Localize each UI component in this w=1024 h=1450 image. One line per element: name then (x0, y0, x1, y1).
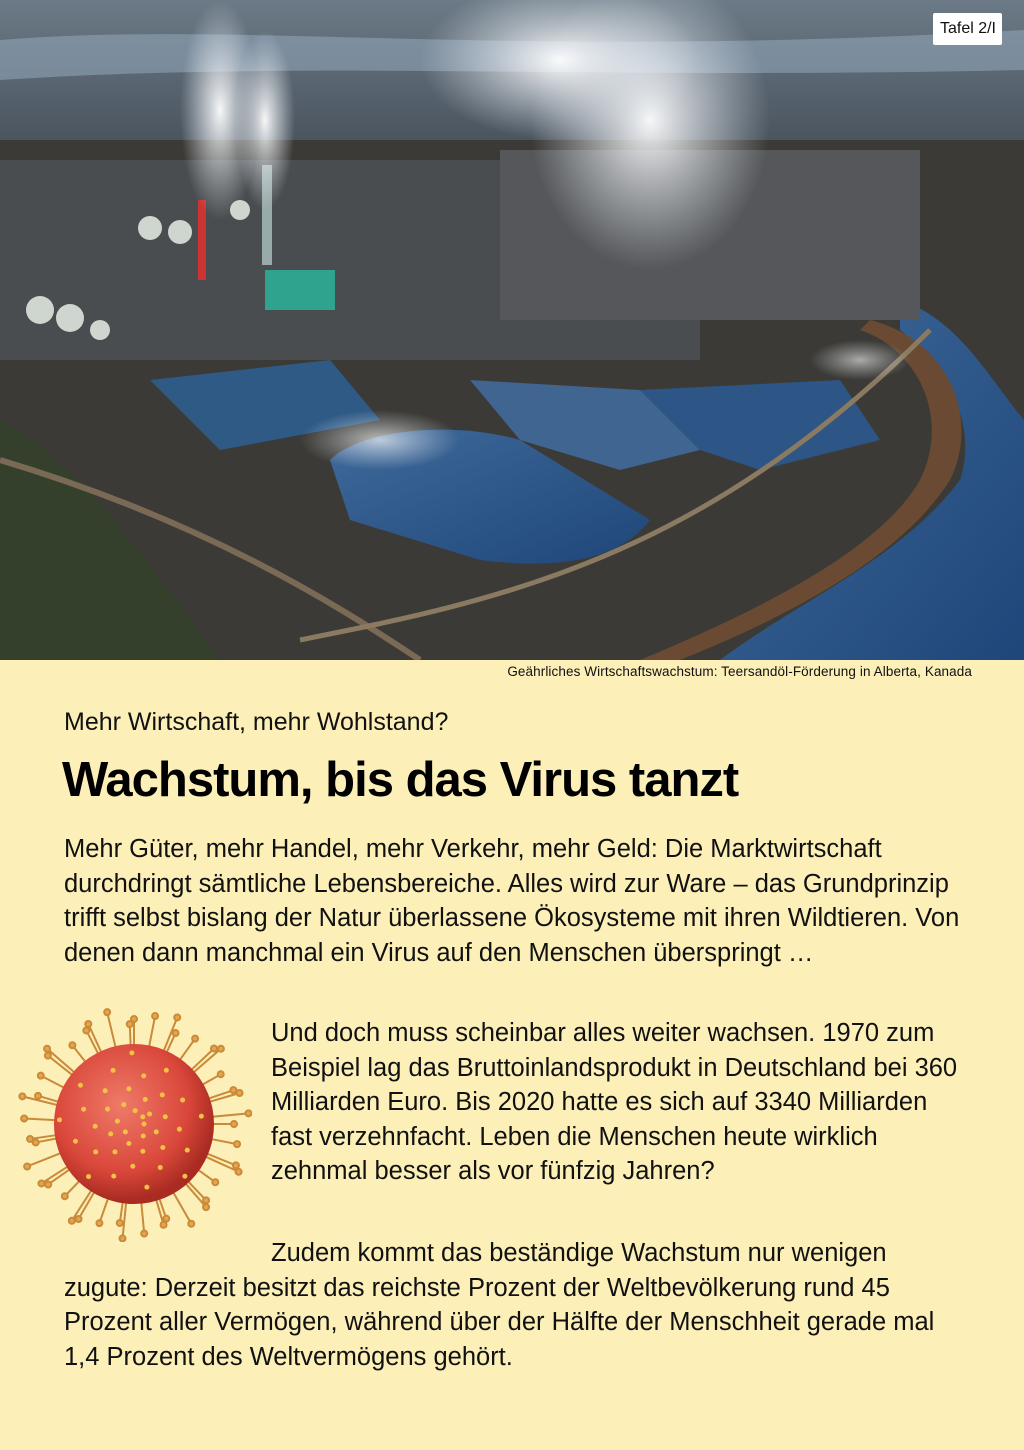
article-paragraph-2: Und doch muss scheinbar alles weiter wachsen. 1970 zum Beispiel lag das Bruttoinlandsprodukt in Deutschland bei 360 Milliarden Euro. Bis 2020 hatte es sich auf 3340 Milliarden fast verzehnfacht. Leben die Menschen heute wirklich zehnmal besser als vor fünfzig Jahren? (271, 1019, 958, 1185)
article-headline: Wachstum, bis das Virus tanzt (62, 753, 739, 807)
photo-caption: Geährliches Wirtschaftswachstum: Teersandöl-Förderung in Alberta, Kanada (507, 664, 972, 679)
article-kicker: Mehr Wirtschaft, mehr Wohlstand? (64, 708, 449, 736)
article-paragraph-1: Mehr Güter, mehr Handel, mehr Verkehr, mehr Geld: Die Marktwirtschaft durchdringt sämtliche Lebensbereiche. Alles wird zur Ware – das Grundprinzip trifft selbst bislang der Natur überlassene Ökosysteme mit ihren Wildtieren. Von denen dann manchmal ein Virus auf den Menschen überspringt … (64, 835, 960, 967)
virus-illustration (16, 1006, 252, 1242)
article-paragraph-3: Zudem kommt das beständige Wachstum nur wenigen zugute: Derzeit besitzt das reichste Prozent der Weltbevölkerung rund 45 Prozent aller Vermögen, während über der Hälfte der Menschheit gerade mal 1,4 Prozent des Weltvermögens gehört. (64, 1239, 935, 1371)
panel-badge: Tafel 2/I (933, 13, 1002, 45)
oil-sands-photo (0, 0, 1024, 660)
